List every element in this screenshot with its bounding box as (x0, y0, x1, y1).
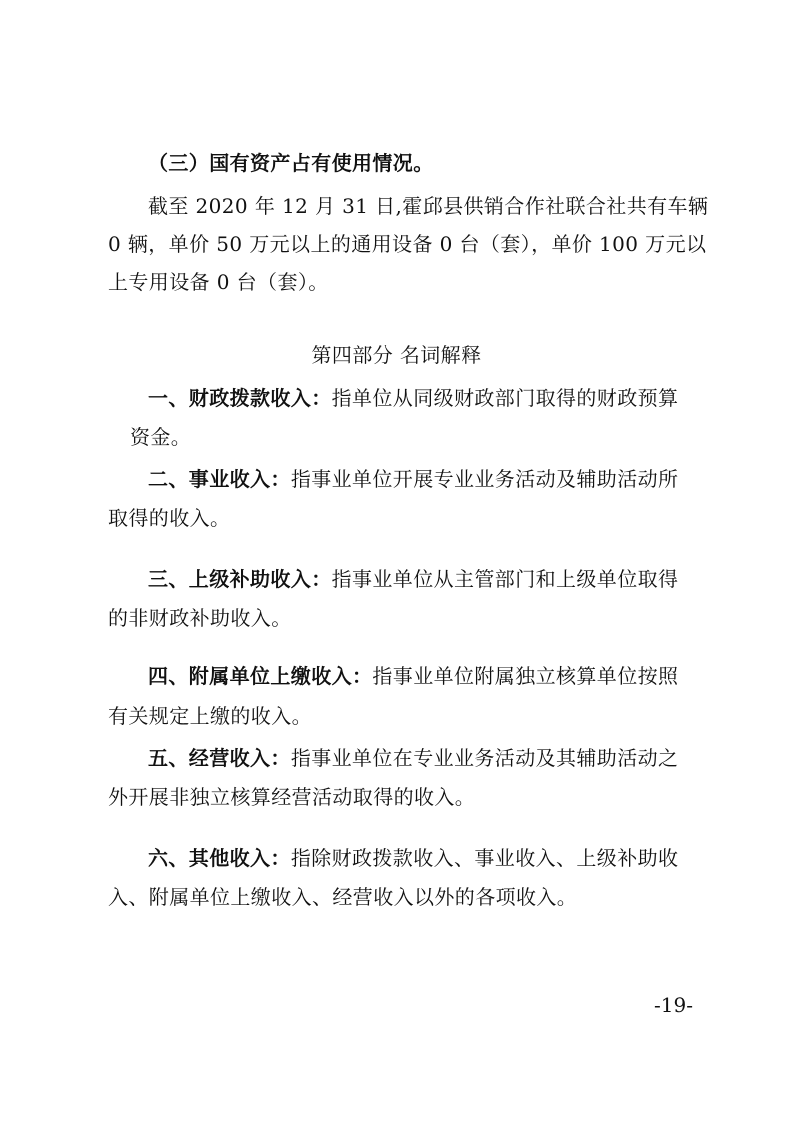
term-label: 五、经营收入： (148, 746, 291, 770)
term-item-5 (148, 745, 698, 771)
term-label: 三、上级补助收入： (148, 567, 332, 591)
term-item-1 (148, 385, 698, 411)
term-item-3 (148, 566, 698, 592)
term-item-1-continuation: 资金。 (130, 425, 192, 449)
term-definition: 指事业单位附属独立核算单位按照 (372, 664, 679, 688)
section3-line-1: 截至 2020 年 12 月 31 日,霍邱县供销合作社联合社共有车辆 (148, 194, 709, 218)
section3-line-2: 0 辆，单价 50 万元以上的通用设备 0 台（套），单价 100 万元以 (108, 232, 707, 256)
section3-heading: （三）国有资产占有使用情况。 (148, 151, 434, 175)
term-definition: 指单位从同级财政部门取得的财政预算 (331, 386, 679, 410)
term-item-5-continuation: 外开展非独立核算经营活动取得的收入。 (108, 785, 476, 809)
page-number: -19- (654, 993, 693, 1017)
term-definition: 指事业单位开展专业业务活动及辅助活动所 (290, 467, 679, 491)
section3-line-3: 上专用设备 0 台（套）。 (108, 270, 329, 294)
term-label: 四、附属单位上缴收入： (148, 664, 373, 688)
term-definition: 指除财政拨款收入、事业收入、上级补助收 (290, 846, 679, 870)
term-item-4 (148, 663, 698, 689)
part4-title: 第四部分 名词解释 (311, 343, 482, 367)
term-definition: 指事业单位从主管部门和上级单位取得 (331, 567, 679, 591)
term-item-3-continuation: 的非财政补助收入。 (108, 606, 292, 630)
term-item-6 (148, 845, 698, 871)
term-item-4-continuation: 有关规定上缴的收入。 (108, 704, 312, 728)
term-label: 六、其他收入： (148, 846, 291, 870)
term-definition: 指事业单位在专业业务活动及其辅助活动之 (290, 746, 679, 770)
term-label: 二、事业收入： (148, 467, 291, 491)
term-label: 一、财政拨款收入： (148, 386, 332, 410)
term-item-2 (148, 466, 698, 492)
term-item-2-continuation: 取得的收入。 (108, 506, 231, 530)
term-item-6-continuation: 入、附属单位上缴收入、经营收入以外的各项收入。 (108, 885, 578, 909)
